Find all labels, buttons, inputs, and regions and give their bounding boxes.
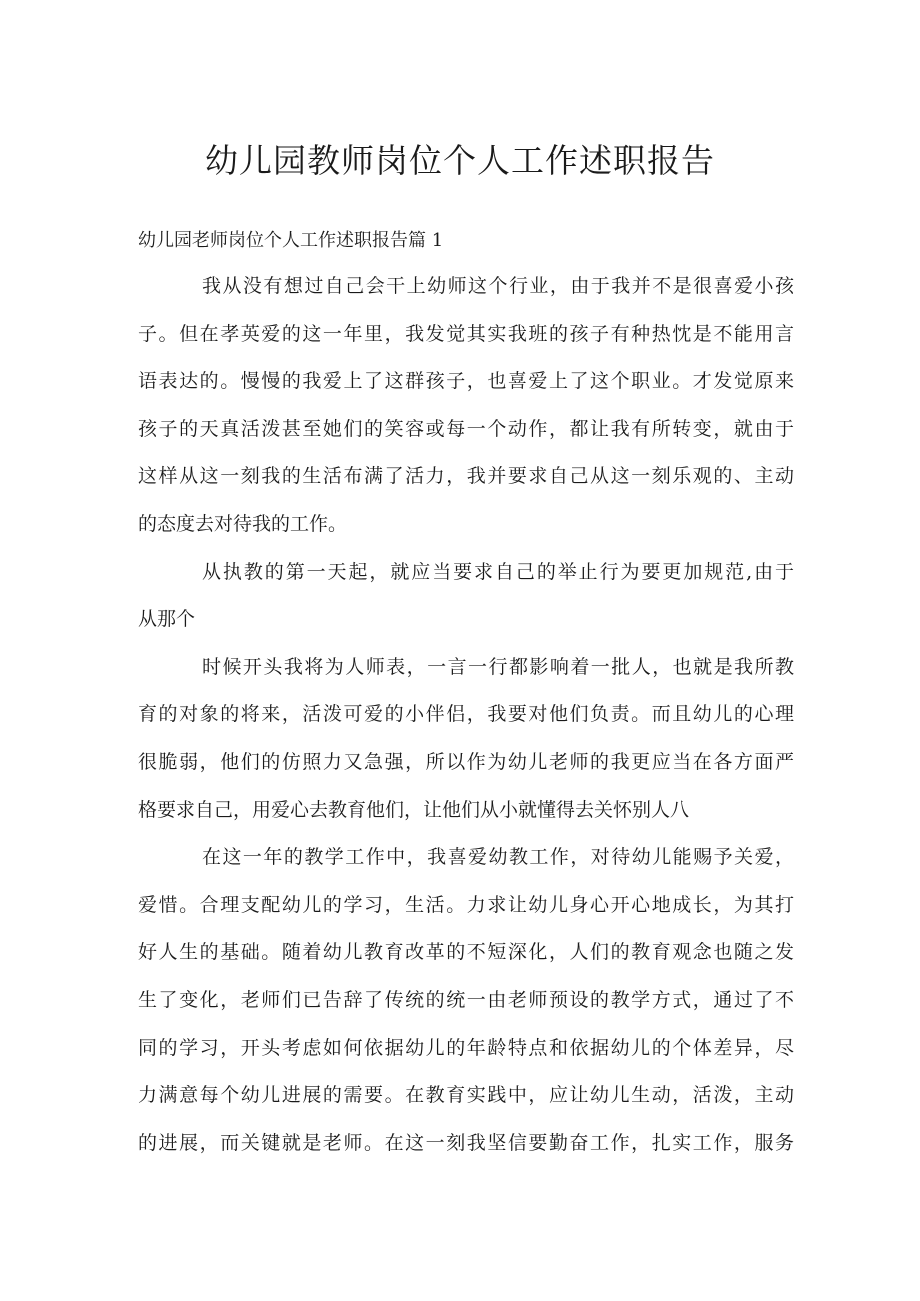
body-line: 力满意每个幼儿进展的需要。在教育实践中，应让幼儿生动，活泼，主动	[138, 1084, 794, 1107]
body-line: 育的对象的将来，活泼可爱的小伴侣，我要对他们负责。而且幼儿的心理	[138, 703, 794, 726]
body-line: 在这一年的教学工作中，我喜爱幼教工作，对待幼儿能赐予关爱，	[202, 846, 794, 869]
body-line: 子。但在孝英爱的这一年里，我发觉其实我班的孩子有种热忱是不能用言	[138, 322, 794, 345]
body-line: 生了变化，老师们已告辞了传统的统一由老师预设的教学方式，通过了不	[138, 988, 794, 1011]
body-line: 同的学习，开头考虑如何依据幼儿的年龄特点和依据幼儿的个体差异，尽	[138, 1036, 794, 1059]
body-line: 从那个	[138, 608, 196, 631]
section-heading: 幼儿园老师岗位个人工作述职报告篇 1	[138, 230, 444, 251]
body-line: 格要求自己，用爱心去教育他们，让他们从小就懂得去关怀别人八	[138, 798, 690, 821]
body-line: 时候开头我将为人师表，一言一行都影响着一批人，也就是我所教	[202, 655, 794, 678]
document-body	[138, 271, 794, 1175]
body-line: 的进展，而关键就是老师。在这一刻我坚信要勤奋工作，扎实工作，服务	[138, 1131, 794, 1154]
body-line: 很脆弱，他们的仿照力又急强，所以作为幼儿老师的我更应当在各方面严	[138, 750, 794, 773]
body-line: 爱惜。合理支配幼儿的学习，生活。力求让幼儿身心开心地成长，为其打	[138, 893, 794, 916]
body-line: 孩子的天真活泼甚至她们的笑容或每一个动作，都让我有所转变，就由于	[138, 417, 794, 440]
document-title: 幼儿园教师岗位个人工作述职报告	[205, 141, 715, 180]
body-line: 我从没有想过自己会干上幼师这个行业，由于我并不是很喜爱小孩	[202, 275, 794, 297]
body-line: 这样从这一刻我的生活布满了活力，我并要求自己从这一刻乐观的、主动	[138, 465, 794, 488]
body-line: 的态度去对待我的工作。	[138, 512, 348, 535]
body-line: 好人生的基础。随着幼儿教育改革的不短深化，人们的教育观念也随之发	[138, 941, 794, 964]
body-line: 从执教的第一天起，就应当要求自己的举止行为要更加规范,由于	[202, 560, 794, 583]
body-line: 语表达的。慢慢的我爱上了这群孩子，也喜爱上了这个职业。才发觉原来	[138, 370, 794, 393]
